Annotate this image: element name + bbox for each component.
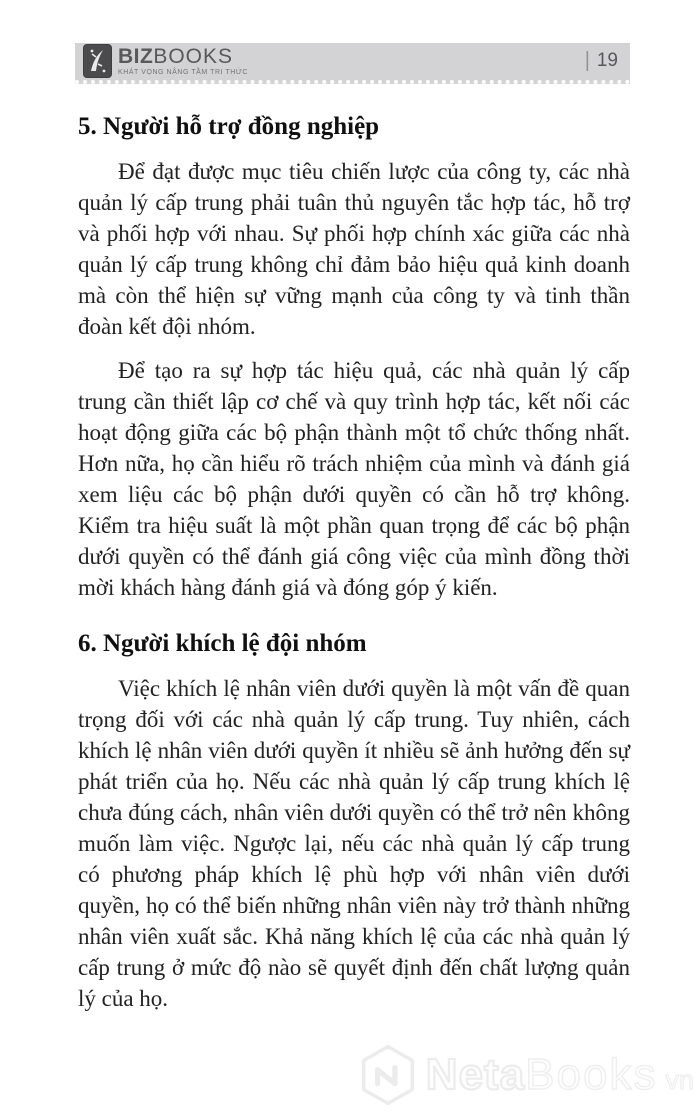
watermark-text xyxy=(426,1050,694,1100)
brand-name-biz: BIZ xyxy=(118,44,154,68)
netabooks-watermark xyxy=(359,1044,694,1106)
page-number xyxy=(585,50,618,72)
brand-name-books: BOOKS xyxy=(153,44,234,68)
page-content xyxy=(78,112,630,1027)
paragraph: Để đạt được mục tiêu chiến lược của công ty, các nhà quản lý cấp trung phải tuân thủ nguyên tắc hợp tác, hỗ trợ và phối hợp với nhau. Sự phối hợp chính xác giữa các nhà quản lý cấp trung không chỉ đảm bảo hiệu quả kinh doanh mà còn thể hiện sự vững mạnh của công ty và tinh thần đoàn kết đội nhóm. xyxy=(78,159,630,339)
page-number-value: 19 xyxy=(596,49,618,71)
hexagon-n-icon xyxy=(359,1044,417,1106)
watermark-vn: vn xyxy=(665,1065,694,1095)
page-number-separator: | xyxy=(584,48,590,72)
brand-name xyxy=(118,46,248,67)
section-heading-6: 6. Người khích lệ đội nhóm xyxy=(78,630,367,657)
watermark-books: Books xyxy=(525,1050,658,1099)
paragraph: Việc khích lệ nhân viên dưới quyền là một vấn đề quan trọng đối với các nhà quản lý cấp trung. Tuy nhiên, cách khích lệ nhân viên dưới quyền ít nhiều sẽ ảnh hưởng đến sự phát triển của họ. Nếu các nhà quản lý cấp trung khích lệ chưa đúng cách, nhân viên dưới quyền có thể trở nên không muốn làm việc. Ngược lại, nếu các nhà quản lý cấp trung có phương pháp khích lệ phù hợp với nhân viên dưới quyền, họ có thể biến những nhân viên này trở thành những nhân viên xuất sắc. Khả năng khích lệ của các nhà quản lý cấp trung ở mức độ nào sẽ quyết định đến chất lượng quản lý của họ. xyxy=(78,676,630,1011)
brand-logo xyxy=(83,44,248,78)
brand-text xyxy=(118,46,248,76)
section-heading-5: 5. Người hỗ trợ đồng nghiệp xyxy=(78,113,380,140)
brand-tagline: KHÁT VỌNG NÂNG TẦM TRI THỨC xyxy=(118,68,248,76)
paragraph: Để tạo ra sự hợp tác hiệu quả, các nhà quản lý cấp trung cần thiết lập cơ chế và quy trình hợp tác, kết nối các hoạt động giữa các bộ phận thành một tổ chức thống nhất. Hơn nữa, họ cần hiểu rõ trách nhiệm của mình và đánh giá xem liệu các bộ phận dưới quyền có cần hỗ trợ không. Kiểm tra hiệu suất là một phần quan trọng để các bộ phận dưới quyền có thể đánh giá công việc của mình đồng thời mời khách hàng đánh giá và đóng góp ý kiến. xyxy=(78,358,630,600)
header-bar xyxy=(75,43,630,84)
bizbooks-logo-icon xyxy=(83,44,112,78)
watermark-neta: Neta xyxy=(425,1050,526,1099)
